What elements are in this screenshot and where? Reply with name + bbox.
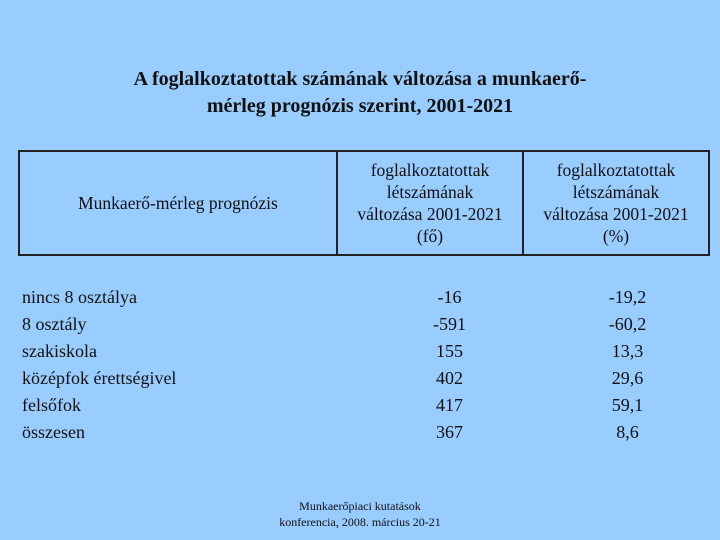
- header-forecast: Munkaerő-mérleg prognózis: [20, 152, 338, 254]
- row-label: középfok érettségivel: [22, 368, 177, 388]
- row-value-percent: 29,6: [611, 368, 644, 388]
- row-value-persons: 155: [435, 341, 463, 361]
- table-row: [22, 284, 702, 311]
- table-row: [22, 392, 702, 419]
- table-body: [22, 284, 702, 446]
- row-label: felsőfok: [22, 395, 81, 415]
- slide-title: [60, 66, 660, 120]
- row-value-persons: 417: [435, 395, 463, 415]
- row-value-percent: -60,2: [608, 314, 647, 334]
- title-line-2: mérleg prognózis szerint, 2001-2021: [206, 95, 514, 117]
- row-value-percent: -19,2: [608, 287, 647, 307]
- table-row: [22, 419, 702, 446]
- row-label: nincs 8 osztálya: [22, 287, 137, 307]
- header-change-percent: foglalkoztatottak létszámának változása 2001-2021 (%): [543, 160, 689, 246]
- header-change-persons: foglalkoztatottak létszámának változása 2001-2021 (fő): [338, 152, 524, 254]
- row-value-percent: 8,6: [616, 422, 639, 442]
- row-value-persons: -16: [437, 287, 462, 307]
- footer-line-1: Munkaerőpiaci kutatások: [299, 499, 421, 513]
- table-row: [22, 338, 702, 365]
- row-label: szakiskola: [22, 341, 97, 361]
- row-value-persons: 402: [435, 368, 463, 388]
- row-label: 8 osztály: [22, 314, 87, 334]
- title-line-1: A foglalkoztatottak számának változása a munkaerő-: [133, 68, 587, 90]
- table-row: [22, 311, 702, 338]
- row-value-percent: 59,1: [611, 395, 644, 415]
- row-value-percent: 13,3: [611, 341, 644, 361]
- row-label: összesen: [22, 422, 85, 442]
- slide-footer: [220, 498, 500, 530]
- table-header: [18, 150, 710, 256]
- table-row: [22, 365, 702, 392]
- footer-line-2: konferencia, 2008. március 20-21: [279, 515, 441, 529]
- row-value-persons: -591: [432, 314, 466, 334]
- row-value-persons: 367: [435, 422, 463, 442]
